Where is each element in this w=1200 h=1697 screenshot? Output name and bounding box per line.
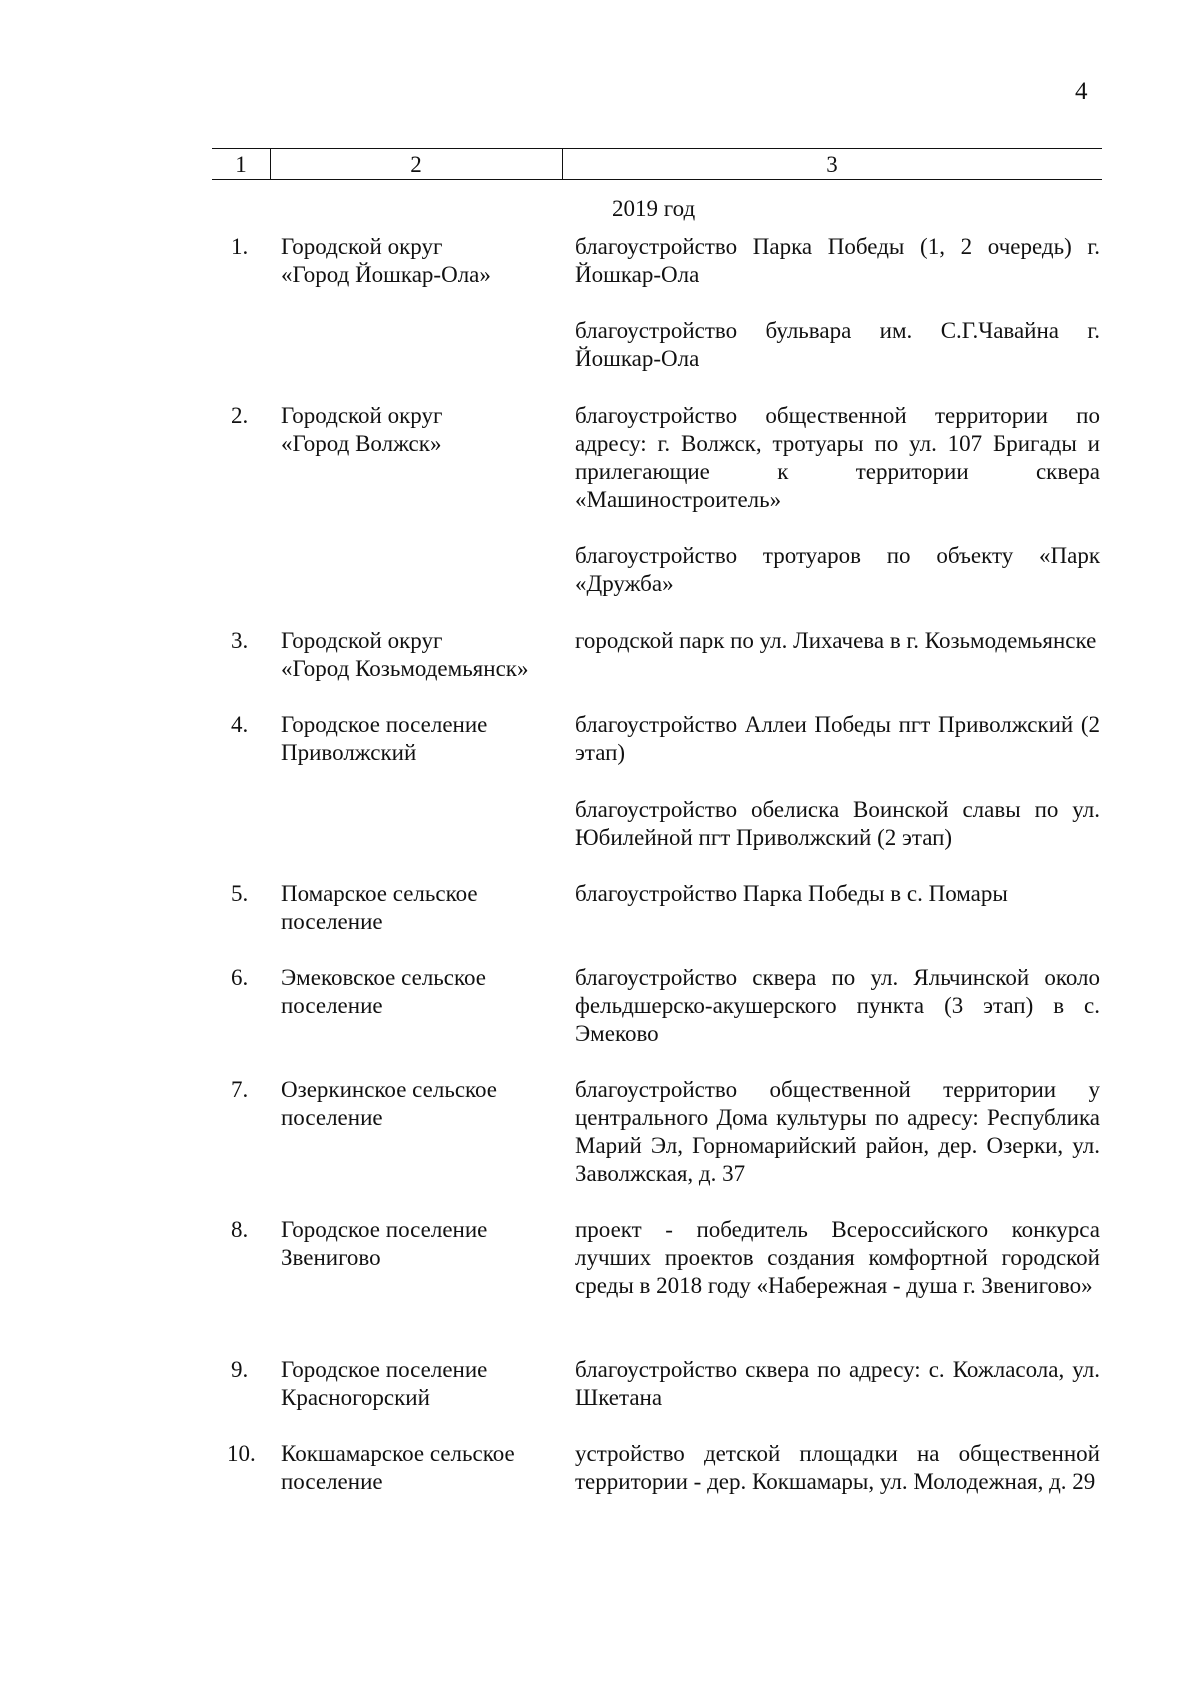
name-line: поселение	[281, 993, 383, 1018]
name-line: Городской округ	[281, 628, 443, 653]
municipality-name	[281, 1076, 497, 1132]
row-number: 6.	[231, 965, 249, 990]
name-line: Городской округ	[281, 403, 443, 428]
row-number: 5.	[231, 881, 249, 906]
name-line: «Город Волжск»	[281, 431, 442, 456]
name-line: «Город Козьмодемьянск»	[281, 656, 529, 681]
project-description: благоустройство сквера по ул. Яльчинской около фельдшерско-акушерского пункта (3 этап) в с. Эмеково	[575, 965, 1100, 1046]
name-line: Городское поселение	[281, 712, 488, 737]
project-description: благоустройство общественной территории по адресу: г. Волжск, тротуары по ул. 107 Бригады и прилегающие к территории сквера «Машиностроитель»	[575, 403, 1100, 512]
project-description: проект - победитель Всероссийского конкурса лучших проектов создания комфортной городской среды в 2018 году «Набережная - душа г. Звенигово»	[575, 1217, 1100, 1298]
project-description: городской парк по ул. Лихачева в г. Козьмодемьянске	[575, 628, 1097, 653]
project-description: благоустройство тротуаров по объекту «Парк «Дружба»	[575, 543, 1100, 596]
project-description: благоустройство бульвара им. С.Г.Чавайна г. Йошкар-Ола	[575, 318, 1100, 371]
municipality-name	[281, 233, 491, 289]
row-number: 10.	[227, 1441, 256, 1466]
header-col-1: 1	[235, 152, 247, 177]
name-line: Городской округ	[281, 234, 443, 259]
name-line: Озеркинское сельское	[281, 1077, 498, 1102]
municipality-name	[281, 1216, 487, 1272]
header-col-2: 2	[410, 152, 422, 177]
municipality-name	[281, 711, 487, 767]
municipality-name	[281, 964, 486, 1020]
municipality-name	[281, 1440, 515, 1496]
name-line: Кокшамарское сельское	[281, 1441, 515, 1466]
row-number: 2.	[231, 403, 249, 428]
municipality-name	[281, 627, 528, 683]
name-line: Городское поселение	[281, 1217, 488, 1242]
name-line: Приволжский	[281, 740, 417, 765]
row-number: 4.	[231, 712, 249, 737]
municipality-name	[281, 402, 442, 458]
name-line: Звенигово	[281, 1245, 381, 1270]
section-year: 2019 год	[612, 196, 696, 221]
row-number: 7.	[231, 1077, 249, 1102]
name-line: Городское поселение	[281, 1357, 488, 1382]
project-description: благоустройство общественной территории у центрального Дома культуры по адресу: Республика Марий Эл, Горномарийский район, дер. Озерки, ул. Заволжская, д. 37	[575, 1077, 1100, 1186]
table-header	[212, 148, 1102, 180]
name-line: Помарское сельское	[281, 881, 478, 906]
row-number: 1.	[231, 234, 249, 259]
municipality-name	[281, 1356, 487, 1412]
header-col-3: 3	[826, 152, 838, 177]
row-number: 9.	[231, 1357, 249, 1382]
name-line: поселение	[281, 909, 383, 934]
project-description: устройство детской площадки на общественной территории - дер. Кокшамары, ул. Молодежная, д. 29	[575, 1441, 1100, 1494]
name-line: поселение	[281, 1469, 383, 1494]
name-line: Эмековское сельское	[281, 965, 487, 990]
project-description: благоустройство Парка Победы (1, 2 очередь) г. Йошкар-Ола	[575, 234, 1100, 287]
name-line: поселение	[281, 1105, 383, 1130]
row-number: 8.	[231, 1217, 249, 1242]
page-number: 4	[1075, 78, 1088, 105]
name-line: Красногорский	[281, 1385, 430, 1410]
project-description: благоустройство обелиска Воинской славы по ул. Юбилейной пгт Приволжский (2 этап)	[575, 797, 1100, 850]
project-description: благоустройство Парка Победы в с. Помары	[575, 881, 1008, 906]
municipality-name	[281, 880, 478, 936]
name-line: «Город Йошкар-Ола»	[281, 262, 491, 287]
project-description: благоустройство Аллеи Победы пгт Приволжский (2 этап)	[575, 712, 1100, 765]
project-description: благоустройство сквера по адресу: с. Кожласола, ул. Шкетана	[575, 1357, 1100, 1410]
row-number: 3.	[231, 628, 249, 653]
